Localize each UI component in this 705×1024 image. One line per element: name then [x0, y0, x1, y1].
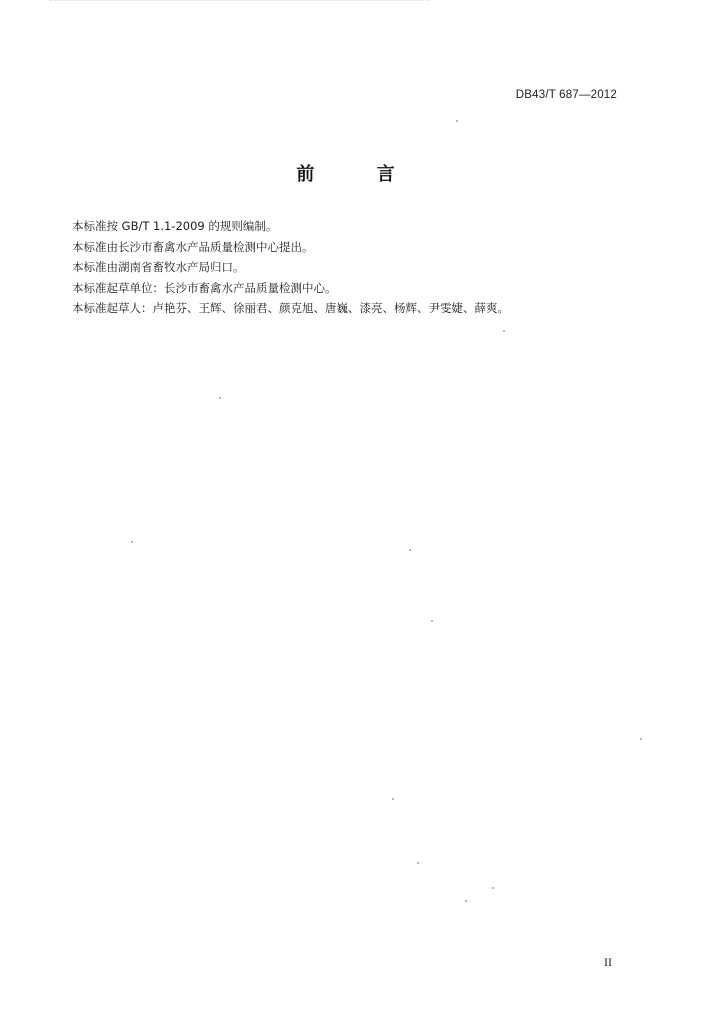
scan-speck: [409, 549, 411, 551]
scan-speck: [456, 120, 458, 122]
scan-speck: [219, 397, 221, 399]
scan-edge-artifact: [50, 0, 430, 7]
page-heading: 前 言: [296, 164, 423, 185]
scan-speck: [640, 738, 642, 740]
scan-speck: [131, 541, 133, 543]
foreword-line: 本标准起草单位：长沙市畜禽水产品质量检测中心。: [72, 280, 337, 295]
foreword-line: 本标准起草人：卢艳芬、王辉、徐丽君、颜克旭、唐巍、漆亮、杨辉、尹雯婕、薛爽。: [72, 301, 509, 315]
scan-speck: [431, 620, 433, 622]
scan-speck: [492, 887, 494, 889]
scan-speck: [392, 798, 394, 800]
foreword-line: 本标准由湖南省畜牧水产局归口。: [72, 260, 245, 274]
foreword-line: 本标准由长沙市畜禽水产品质量检测中心提出。: [72, 239, 314, 254]
foreword-line: 本标准按 GB/T 1.1-2009 的规则编制。: [72, 219, 278, 233]
scan-speck: [465, 900, 467, 902]
foreword-body: [72, 216, 632, 319]
standard-code: DB43/T 687—2012: [515, 89, 617, 101]
page-number: II: [604, 955, 612, 969]
scan-speck: [417, 862, 419, 864]
scan-speck: [503, 330, 505, 332]
